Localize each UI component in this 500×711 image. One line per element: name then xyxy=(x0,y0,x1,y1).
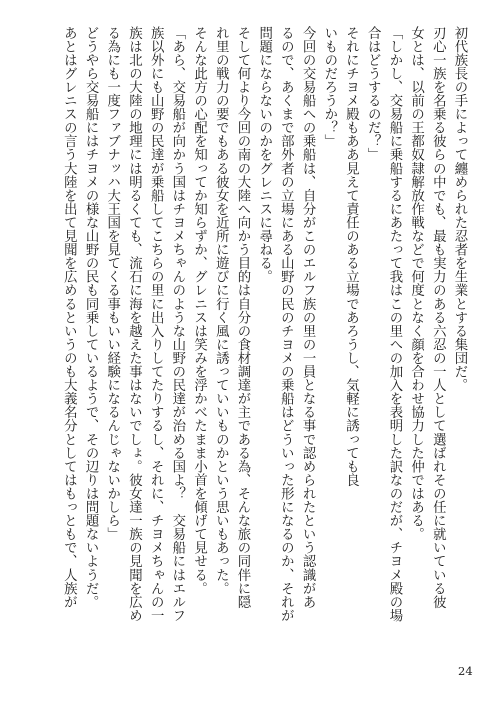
text-line: る為にも一度ファブナッハ大王国を見てくる事もいい経験になるんじゃないかしら」 xyxy=(104,26,120,541)
text-line: そして何より今回の南の大陸へ向かう目的は自分の食材調達が主である為、そんな旅の同伴に隠 xyxy=(234,26,250,609)
text-line: れ里の戦力の要でもある彼女を近所に遊びに行く風に誘っていいものかという思いもあった。 xyxy=(213,26,229,596)
text-line: 問題にならないのかをグレニスに尋ねる。 xyxy=(256,26,272,284)
text-line: いものだろうか？」 xyxy=(321,26,337,148)
text-line: 合はどうするのだ？」 xyxy=(365,26,381,162)
page-number: 24 xyxy=(458,664,473,678)
text-line: どうやら交易船にはチヨメの様な山野の民も同乗しているようで、その辺りは問題ないようだ。 xyxy=(83,26,99,609)
body-text xyxy=(58,26,470,654)
text-line: 初代族長の手によって纏められた忍者を生業とする集団だ。 xyxy=(452,26,467,392)
text-line: 女とは、以前の王都奴隷解放作戦などで何度となく顔を合わせ協力した仲ではある。 xyxy=(408,26,424,541)
text-line: 刃心一族を名乗る彼らの中でも、最も実力のある六忍の一人として選ばれその任に就いている彼 xyxy=(430,26,446,609)
text-line: るので、あくまで部外者の立場にある山野の民のチヨメの乗船はどういった形になるのか、それが xyxy=(278,26,294,623)
text-line: 族は北の大陸の地理には明るくても、流石に海を越えた事はないでしょ。彼女達一族の見聞を広め xyxy=(126,26,142,623)
text-line: あとはグレニスの言う大陸を出て見聞を広めるというのも大義名分としてはもっともで、人族が xyxy=(61,26,77,609)
text-line: 族以外にも山野の民達が乗船してこちらの里に出入りしてたりするし、それに、チヨメちゃんの一 xyxy=(148,26,164,623)
text-line: それにチヨメ殿もああ見えて責任のある立場であろうし、気軽に誘っても良 xyxy=(343,26,359,487)
text-line: 「あら、交易船が向かう国はチヨメちゃんのような山野の民達が治める国よ？ 交易船にはエルフ xyxy=(169,26,185,623)
text-line: 「しかし、交易船に乗船するにあたって我はこの里への加入を表明した訳なのだが、チヨメ殿の場 xyxy=(386,26,402,623)
text-line: そんな此方の心配を知ってか知らずか、グレニスは笑みを浮かべたまま小首を傾げて見せる。 xyxy=(191,26,207,596)
text-line: 今回の交易船への乗船は、自分がこのエルフ族の里の一員となる事で認められたという認識があ xyxy=(300,26,316,609)
